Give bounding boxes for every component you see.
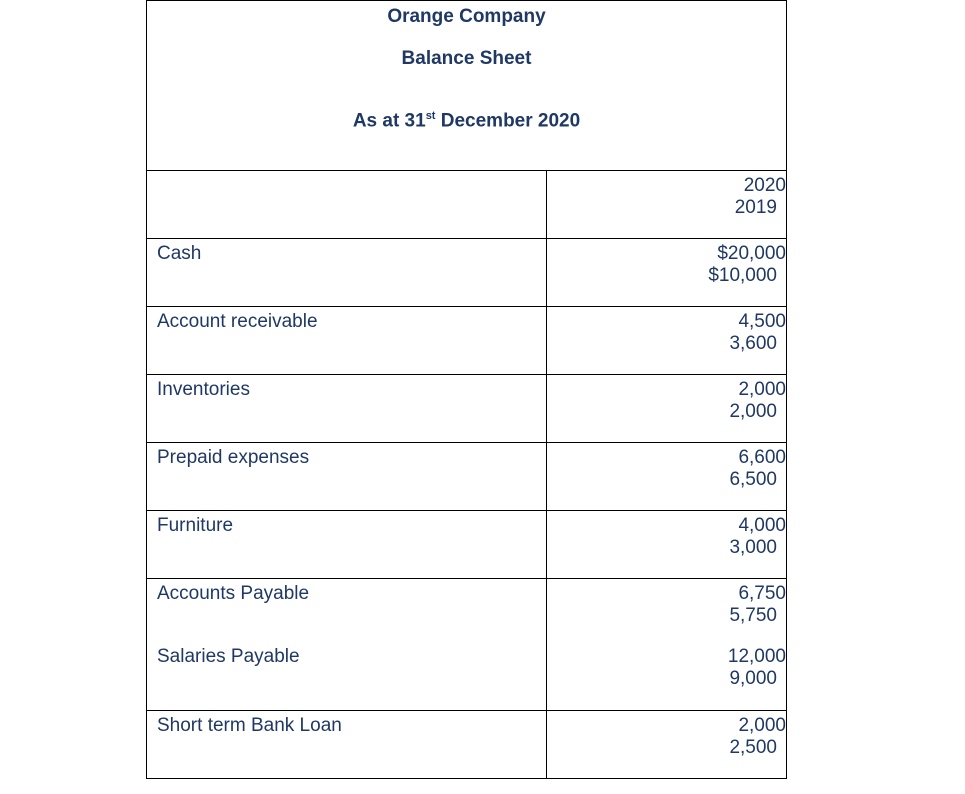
table-row	[147, 375, 787, 443]
table-row	[147, 443, 787, 511]
table-row	[147, 307, 787, 375]
column-header-blank	[147, 171, 547, 239]
row-label-cash: Cash	[147, 239, 547, 307]
row-label-short-term-bank-loan: Short term Bank Loan	[147, 711, 547, 779]
row-values-furniture: 4,0003,000	[547, 511, 787, 579]
row-label-accounts-payable: Accounts Payable	[157, 583, 310, 604]
table-row	[147, 579, 787, 711]
column-header-2019: 2019	[734, 197, 777, 218]
row-label-inventories: Inventories	[147, 375, 547, 443]
column-header-row	[147, 171, 787, 239]
row-values-accounts-payable: 6,7505,750	[729, 583, 786, 626]
table-row	[147, 711, 787, 779]
row-values-cash: $20,000$10,000	[547, 239, 787, 307]
row-values-inventories: 2,0002,000	[547, 375, 787, 443]
table-row	[147, 239, 787, 307]
row-label-payables	[147, 579, 547, 711]
row-label-salaries-payable: Salaries Payable	[157, 646, 300, 667]
row-values-account-receivable: 4,5003,600	[547, 307, 787, 375]
balance-sheet-table	[146, 0, 787, 779]
table-row	[147, 511, 787, 579]
row-values-payables	[547, 579, 787, 711]
balance-sheet-header	[147, 1, 787, 171]
row-label-prepaid-expenses: Prepaid expenses	[147, 443, 547, 511]
column-header-years	[547, 171, 787, 239]
row-label-account-receivable: Account receivable	[147, 307, 547, 375]
statement-date: As at 31st December 2020	[352, 110, 581, 132]
company-name: Orange Company	[387, 6, 546, 27]
row-values-prepaid-expenses: 6,6006,500	[547, 443, 787, 511]
row-label-furniture: Furniture	[147, 511, 547, 579]
statement-title: Balance Sheet	[401, 48, 532, 69]
row-values-short-term-bank-loan: 2,0002,500	[547, 711, 787, 779]
column-header-2020: 2020	[743, 175, 786, 196]
row-values-salaries-payable: 12,0009,000	[727, 646, 786, 689]
